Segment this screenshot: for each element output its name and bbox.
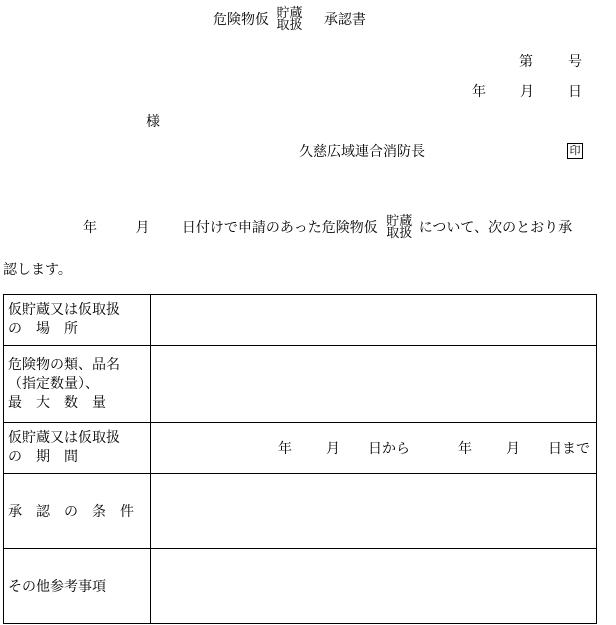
hazard-label-line3: 最 大 数 量	[8, 394, 106, 411]
remarks-label: その他参考事項	[8, 579, 106, 595]
issuer-seal	[567, 143, 583, 159]
conditions-label: 承 認 の 条 件	[8, 504, 134, 520]
document-number-dai: 第	[519, 54, 533, 70]
hazard-label-line1: 危険物の類、品名	[8, 356, 120, 373]
location-label-line1	[8, 301, 146, 320]
remarks-label-cell	[4, 549, 151, 624]
recipient-honorific: 様	[146, 114, 160, 130]
period-from-year: 年	[278, 441, 292, 457]
body-storage-handling-stack	[386, 216, 412, 240]
conditions-label-cell	[4, 474, 151, 549]
hazard-label-cell	[4, 346, 151, 423]
period-from-month: 月	[326, 441, 340, 457]
date-month: 月	[520, 84, 534, 100]
body-month: 月	[135, 220, 150, 236]
title-suffix: 承認書	[323, 12, 366, 28]
row-hazard	[4, 346, 597, 423]
location-value-cell	[151, 295, 597, 346]
body-tail: について、次のとおり承	[418, 220, 573, 236]
period-to-day: 日まで	[548, 441, 590, 457]
row-conditions	[4, 474, 597, 549]
body-stack-top: 貯蔵	[386, 214, 413, 229]
document-title	[213, 8, 366, 32]
body-dated-text: 日付けで申請のあった危険物仮	[181, 220, 378, 236]
title-storage-handling-stack	[276, 8, 302, 32]
document-number-go: 号	[568, 54, 582, 70]
body-sentence	[83, 216, 572, 240]
body-year: 年	[83, 220, 97, 236]
period-label-line2: の 期 間	[8, 449, 78, 465]
row-remarks	[4, 549, 597, 624]
body-stack-bottom: 取扱	[386, 226, 413, 241]
period-to-year: 年	[458, 441, 472, 457]
location-label-line2: の 場 所	[8, 321, 78, 337]
title-stack-top: 貯蔵	[276, 6, 303, 21]
title-stack-bottom: 取扱	[276, 18, 303, 33]
conditions-value-cell	[151, 474, 597, 549]
period-to-month: 月	[506, 441, 520, 457]
period-label-line1: 仮貯蔵又は仮取扱	[8, 430, 120, 446]
row-period	[4, 423, 597, 474]
date-day: 日	[568, 84, 582, 100]
hazard-value-cell	[151, 346, 597, 423]
seal-label: 印	[569, 144, 581, 157]
row-location	[4, 295, 597, 346]
issuer-name: 久慈広域連合消防長	[299, 144, 425, 160]
period-values	[151, 438, 596, 458]
period-from-day: 日から	[368, 441, 410, 457]
date-year: 年	[472, 84, 486, 100]
title-prefix: 危険物仮	[213, 12, 269, 28]
period-label-cell	[4, 423, 151, 474]
hazard-label-line2: （指定数量）、	[8, 375, 99, 392]
approval-form-table	[3, 294, 597, 624]
remarks-value-cell	[151, 549, 597, 624]
body-second-line: 認します。	[3, 262, 72, 278]
period-value-cell	[151, 423, 597, 474]
location-label-cell	[4, 295, 151, 346]
location-label-text-1: 仮貯蔵又は仮取扱	[8, 302, 120, 318]
